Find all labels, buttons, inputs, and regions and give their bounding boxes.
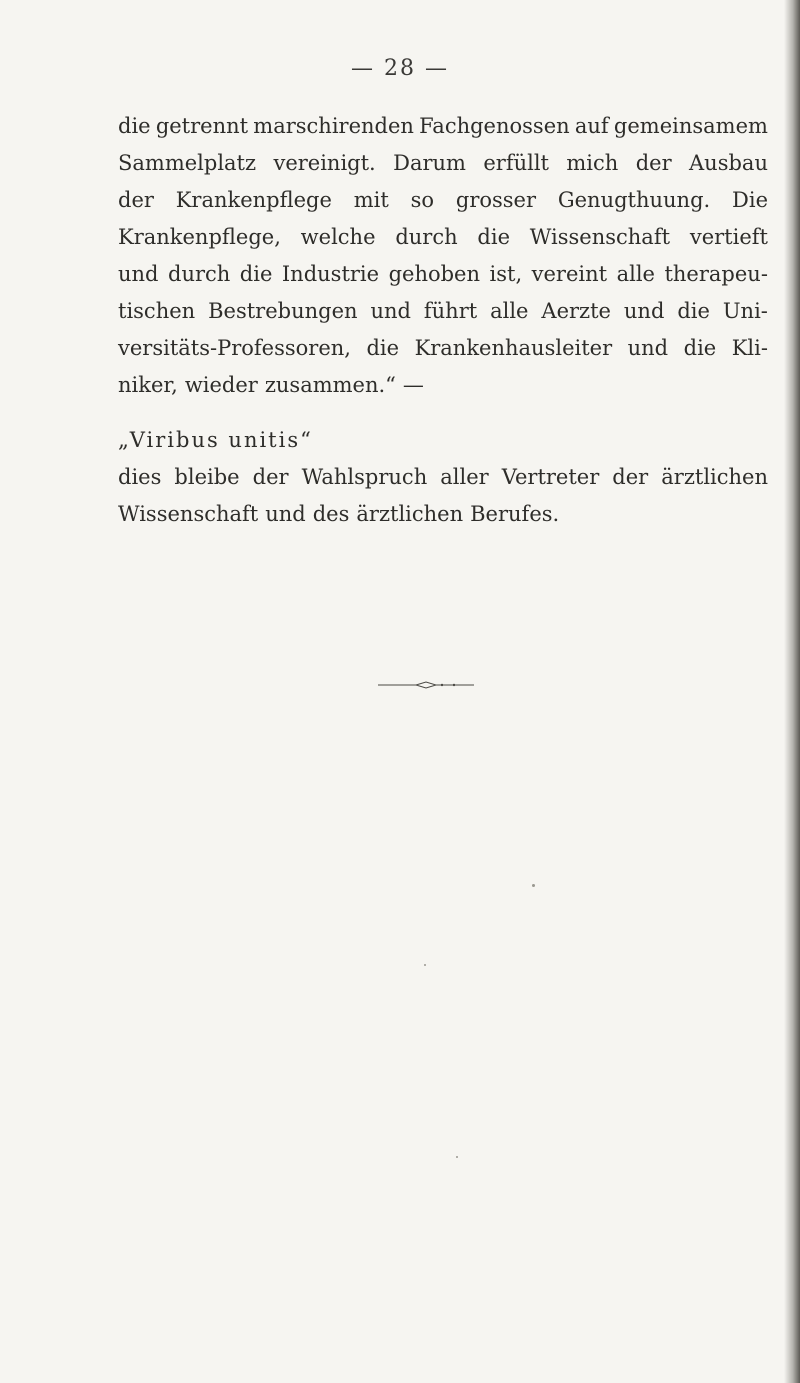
- word: mich: [566, 151, 619, 175]
- word: therapeu-: [664, 262, 768, 286]
- body-text: [118, 108, 768, 533]
- word: Wahlspruch: [301, 465, 428, 489]
- word: Fachgenossen: [419, 114, 570, 138]
- paper-speck: [532, 884, 535, 887]
- text-line: [118, 496, 768, 533]
- word: der: [612, 465, 649, 489]
- text-line: [118, 459, 768, 496]
- word: bleibe: [174, 465, 240, 489]
- word: gehoben: [388, 262, 481, 286]
- word: mit: [353, 188, 389, 212]
- word: zusammen.“: [264, 373, 396, 397]
- word: ärztlichen: [661, 465, 768, 489]
- motto: „Viribus unitis“: [118, 428, 313, 452]
- word: der: [118, 188, 154, 212]
- word: vertieft: [689, 225, 768, 249]
- word: Genugthuung.: [557, 188, 711, 212]
- ornament-divider: [376, 680, 476, 690]
- text-line: [118, 182, 768, 219]
- word: und: [118, 262, 159, 286]
- paragraph: [118, 108, 768, 404]
- word: die: [239, 262, 273, 286]
- word: erfüllt: [483, 151, 549, 175]
- word: grosser: [455, 188, 537, 212]
- paper-speck: [456, 1156, 458, 1158]
- word: ärztlichen: [356, 502, 464, 526]
- word: der: [635, 151, 672, 175]
- word: und: [265, 502, 306, 526]
- word: und: [623, 299, 665, 323]
- word: Berufes.: [470, 502, 560, 526]
- word: auf: [574, 114, 609, 138]
- word: dies: [118, 465, 162, 489]
- word: getrennt: [155, 114, 249, 138]
- text-line: [118, 256, 768, 293]
- word: niker,: [118, 373, 178, 397]
- word: Sammelplatz: [118, 151, 257, 175]
- word: Wissenschaft: [529, 225, 671, 249]
- word: des: [312, 502, 350, 526]
- paper-speck: [424, 964, 426, 966]
- word: vereinigt.: [273, 151, 376, 175]
- word: und: [370, 299, 411, 323]
- word: führt: [423, 299, 478, 323]
- word: tischen: [118, 299, 196, 323]
- text-line: [118, 367, 768, 404]
- word: marschirenden: [253, 114, 414, 138]
- word: durch: [395, 225, 458, 249]
- word: alle: [616, 262, 655, 286]
- word: ist,: [489, 262, 523, 286]
- word: —: [402, 373, 424, 397]
- word: der: [252, 465, 289, 489]
- word: welche: [300, 225, 376, 249]
- word: und: [627, 336, 669, 360]
- text-line: [118, 108, 768, 145]
- word: Industrie: [281, 262, 380, 286]
- word: Bestrebungen: [208, 299, 358, 323]
- word: vereint: [531, 262, 608, 286]
- text-line: [118, 219, 768, 256]
- word: die: [366, 336, 400, 360]
- word: die: [477, 225, 510, 249]
- word: Krankenpflege,: [118, 225, 281, 249]
- word: alle: [490, 299, 529, 323]
- word: versitäts-Professoren,: [118, 336, 351, 360]
- word: Kli-: [731, 336, 768, 360]
- word: die: [118, 114, 151, 138]
- word: Die: [732, 188, 768, 212]
- word: Wissenschaft: [118, 502, 259, 526]
- word: Aerzte: [541, 299, 611, 323]
- text-line: [118, 145, 768, 182]
- word: die: [677, 299, 710, 323]
- page-number: — 28 —: [351, 56, 449, 81]
- word: Krankenpflege: [175, 188, 332, 212]
- word: Ausbau: [689, 151, 768, 175]
- word: aller: [440, 465, 489, 489]
- word: Uni-: [722, 299, 768, 323]
- word: Vertreter: [501, 465, 600, 489]
- closing-paragraph: [118, 459, 768, 533]
- text-line: [118, 293, 768, 330]
- spacer: [118, 404, 768, 422]
- word: Krankenhausleiter: [414, 336, 613, 360]
- word: Darum: [393, 151, 466, 175]
- word: so: [410, 188, 435, 212]
- text-line: [118, 330, 768, 367]
- word: durch: [168, 262, 231, 286]
- page-edge-shadow: [784, 0, 800, 1383]
- word: die: [683, 336, 717, 360]
- word: gemeinsamem: [613, 114, 768, 138]
- word: wieder: [184, 373, 258, 397]
